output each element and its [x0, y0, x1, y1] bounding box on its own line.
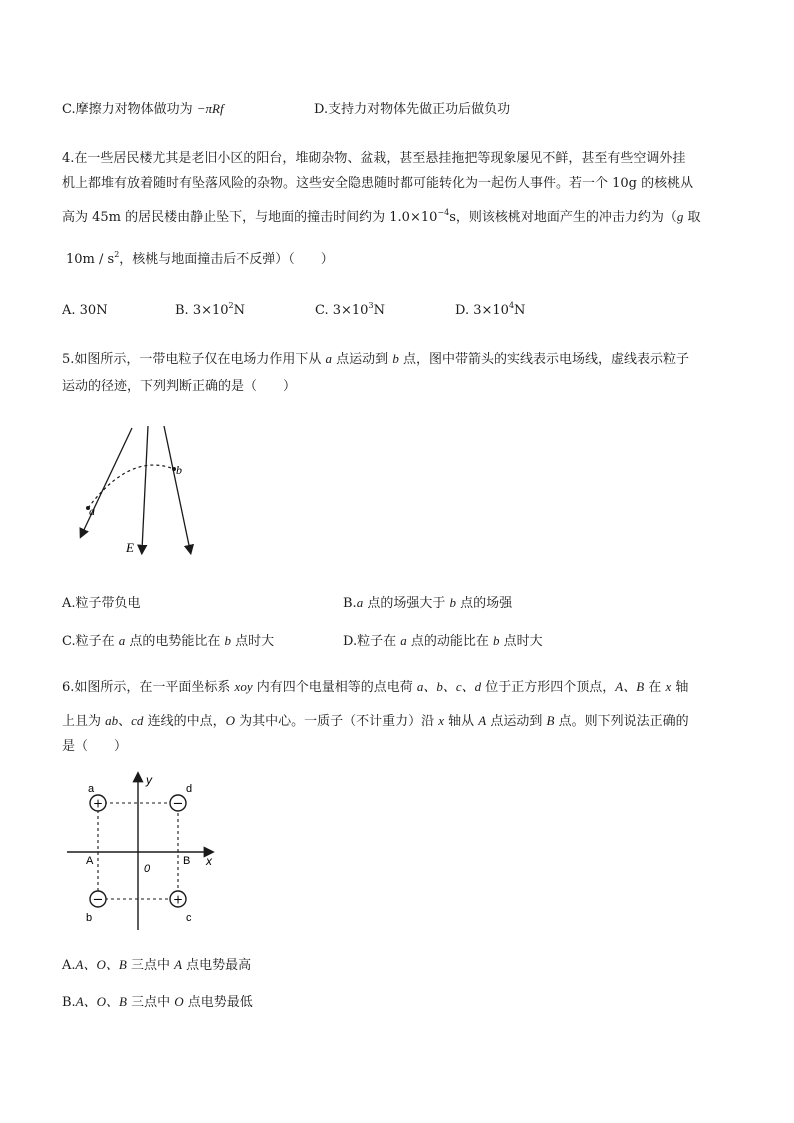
q6-ab: ab	[105, 713, 119, 728]
field-line-right	[164, 426, 190, 550]
q6-option-b-pre: B.	[62, 995, 76, 1010]
q4-option-b-exp: 2	[228, 301, 234, 310]
q4-option-d-pre: D. 3×10	[455, 303, 509, 318]
q4-option-c-post: N	[373, 303, 385, 318]
fig-label-A: A	[86, 855, 94, 867]
q4-option-b-pre: B. 3×10	[175, 303, 229, 318]
q6-line-2-e: 轴从	[444, 714, 479, 729]
q6-A: A	[478, 713, 487, 728]
q4-option-d	[455, 303, 525, 318]
q5-option-b-post: 点的场强	[455, 596, 513, 611]
charge-c	[170, 891, 186, 907]
q6-option-a-var: A	[174, 957, 183, 972]
q4-option-d-exp: 4	[508, 301, 515, 310]
q6-line-2-f: 点运动到	[486, 714, 547, 729]
q5-line-2: 运动的径迹，下列判断正确的是（ ）	[62, 379, 297, 394]
q6-option-b-var: O	[174, 994, 184, 1009]
q6-charges: a、b、c、d	[416, 679, 482, 694]
q6-cd: cd	[131, 713, 144, 728]
q4-option-b-post: N	[233, 303, 245, 318]
q4-line-3-g: g	[676, 209, 684, 224]
field-line-middle	[142, 426, 148, 550]
q6-option-b-post: 点电势最低	[183, 995, 253, 1010]
field-line-left	[82, 428, 132, 534]
q6-line-2-g: 点。则下列说法正确的	[554, 714, 689, 729]
q5-line-1-b: 点运动到	[332, 352, 393, 367]
q5-line-1	[62, 348, 689, 367]
q6-O: O	[225, 713, 235, 728]
fig-label-x: x	[206, 854, 212, 868]
q4-option-c-exp: 3	[368, 301, 374, 310]
q5-option-c	[62, 630, 274, 649]
charge-a-sign: +	[92, 796, 104, 811]
q3-option-c-math: −πRf	[196, 101, 224, 116]
q6-line-1-c: 位于正方形四个顶点，	[481, 680, 616, 695]
q4-line-3	[62, 206, 701, 225]
charge-c-sign: +	[172, 892, 184, 907]
q5-option-d-post: 点时大	[499, 634, 543, 649]
q5-option-c-mid: 点的电势能比在	[125, 634, 225, 649]
q4-line-1: 4.在一些居民楼尤其是老旧小区的阳台，堆砌杂物、盆栽，甚至悬挂拖把等现象屡见不鲜，甚至有些空调外挂	[62, 151, 686, 166]
q6-charge-square-figure	[62, 768, 232, 933]
q5-option-d	[343, 630, 543, 649]
q4-option-a: A. 30N	[62, 303, 108, 318]
q5-option-b	[343, 592, 512, 611]
q5-option-d-mid: 点的动能比在	[406, 634, 493, 649]
q5-option-c-b: b	[224, 633, 232, 648]
q5-option-b-b: b	[449, 595, 456, 610]
q4-line-4-a: 10m / s	[66, 252, 115, 267]
q6-B: B	[546, 713, 555, 728]
q5-option-c-post: 点时大	[231, 634, 275, 649]
q5-option-b-pre: B.	[343, 596, 357, 611]
q6-line-2-a: 上且为	[62, 714, 106, 729]
q4-line-3-exp: −4	[437, 208, 450, 217]
label-b: b	[176, 463, 182, 477]
q3-option-c-text: C.摩擦力对物体做功为	[62, 102, 197, 117]
q6-x-2: x	[438, 713, 445, 728]
q5-option-b-mid: 点的场强大于	[363, 596, 450, 611]
q6-option-b	[62, 991, 253, 1010]
q6-option-b-mid: 三点中	[126, 995, 175, 1010]
q4-line-4-exp: 2	[114, 250, 120, 259]
label-E: E	[126, 540, 134, 555]
charge-b-sign: −	[92, 892, 104, 908]
q5-field-line-figure	[70, 412, 210, 562]
q4-line-4-b: ，核桃与地面撞击后不反弹）（ ）	[119, 252, 334, 267]
particle-trajectory	[88, 465, 174, 508]
fig-label-b: b	[86, 912, 93, 924]
q6-line-2-d: 为其中心。一质子（不计重力）沿	[234, 714, 439, 729]
fig-label-a: a	[88, 783, 95, 795]
q6-option-a-pre: A.	[62, 958, 76, 973]
q6-option-a	[62, 954, 251, 973]
q6-line-1-e: 轴	[671, 680, 689, 695]
q6-line-1-b: 内有四个电量相等的点电荷	[252, 680, 417, 695]
q5-line-1-c: 点，图中带箭头的实线表示电场线，虚线表示粒子	[398, 352, 689, 367]
q4-line-3-b: s，则该核桃对地面产生的冲击力约为（	[449, 210, 677, 225]
q5-option-a: A.粒子带负电	[62, 596, 141, 611]
q4-option-b	[175, 303, 245, 318]
q5-option-d-a: a	[400, 633, 407, 648]
q6-option-a-post: 点电势最高	[182, 958, 252, 973]
q4-line-3-c: 取	[683, 210, 701, 225]
q6-x: x	[665, 679, 672, 694]
q6-line-2-c: 连线的中点，	[143, 714, 226, 729]
q5-var-a: a	[325, 351, 333, 366]
fig-label-d: d	[186, 783, 193, 795]
fig-label-B: B	[183, 855, 191, 867]
charge-d-sign: −	[172, 796, 184, 812]
charge-b	[90, 891, 106, 908]
q6-option-a-mid: 三点中	[126, 958, 175, 973]
q4-line-2: 机上都堆有放着随时有坠落风险的杂物。这些安全隐患随时都可能转化为一起伤人事件。若一个 10g 的核桃从	[62, 176, 694, 191]
q6-line-1-a: 6.如图所示，在一平面坐标系	[62, 680, 235, 695]
q6-line-1-d: 在	[644, 680, 666, 695]
q5-option-d-b: b	[493, 633, 500, 648]
q4-option-c	[315, 303, 385, 318]
q5-option-c-a: a	[118, 633, 126, 648]
q4-line-4	[66, 248, 334, 267]
q6-xoy: xoy	[234, 679, 253, 694]
q3-option-c	[62, 98, 224, 117]
q4-line-3-a: 高为 45m 的居民楼由静止坠下，与地面的撞击时间约为 1.0×10	[62, 210, 438, 225]
q5-option-c-pre: C.粒子在	[62, 634, 119, 649]
q6-line-1	[62, 676, 688, 695]
charge-d	[170, 795, 186, 812]
q6-option-a-vars: A、O、B	[75, 957, 127, 972]
fig-label-c: c	[186, 912, 192, 924]
q6-line-3: 是（ ）	[62, 739, 128, 754]
q5-line-1-a: 5.如图所示，一带电粒子仅在电场力作用下从	[62, 352, 326, 367]
q6-line-2	[62, 710, 689, 729]
label-a: a	[89, 504, 95, 518]
q6-line-2-b: 、	[118, 714, 132, 729]
charge-a	[90, 795, 106, 811]
fig-label-y: y	[146, 773, 152, 787]
q5-option-d-pre: D.粒子在	[343, 634, 401, 649]
q6-AB: A、B	[615, 679, 645, 694]
q4-option-d-post: N	[514, 303, 526, 318]
q5-var-b: b	[392, 351, 399, 366]
q6-option-b-vars: A、O、B	[75, 994, 127, 1009]
q5-option-b-a: a	[356, 595, 364, 610]
q3-option-d: D.支持力对物体先做正功后做负功	[314, 102, 511, 117]
q4-option-c-pre: C. 3×10	[315, 303, 369, 318]
fig-label-O: 0	[144, 863, 151, 875]
